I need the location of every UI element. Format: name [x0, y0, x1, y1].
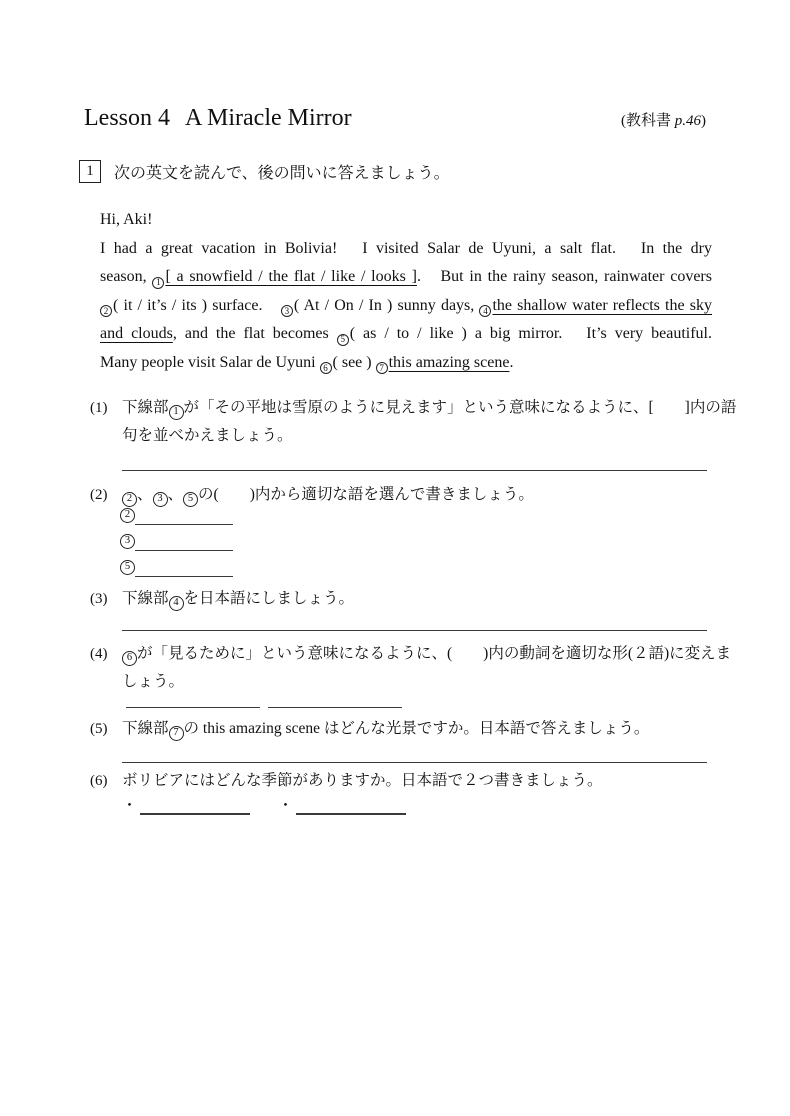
circled-number-6: 6: [320, 362, 332, 374]
question-label: (2): [90, 487, 108, 503]
passage: [100, 206, 712, 377]
text-run: ( it / it’s / its ) surface.: [113, 296, 281, 314]
text-run: 、: [137, 486, 153, 503]
text-run: 句を並べかえましょう。: [122, 427, 293, 444]
circled-number-2: 2: [120, 508, 135, 523]
answer-blank: [296, 795, 406, 815]
answer-line: [122, 630, 707, 631]
textbook-ref-open: (教科書: [621, 113, 675, 129]
answer-blank-row: [126, 688, 402, 708]
passage-line: [100, 349, 712, 378]
question-text-line: [122, 585, 724, 613]
underlined-phrase: this amazing scene: [388, 353, 510, 371]
text-run: season,: [100, 268, 153, 285]
text-run: . But in the rainy season, rainwater covers: [416, 268, 712, 285]
textbook-ref-close: ): [701, 113, 706, 129]
text-run: , and the flat becomes: [172, 325, 337, 342]
circled-number-5: 5: [120, 560, 135, 575]
question-text: [122, 767, 724, 795]
answer-line: [122, 470, 707, 471]
question-6: [84, 767, 724, 795]
text-run: しょう。: [122, 673, 185, 690]
question-label: (6): [90, 773, 108, 789]
page-title: [84, 105, 352, 132]
text-run: I had a great vacation in Bolivia! I visited Salar de Uyuni, a salt flat. In the dry: [100, 239, 712, 257]
question-text-line: [122, 422, 724, 450]
answer-blank: [135, 532, 233, 551]
lesson-title: A Miracle Mirror: [185, 105, 352, 131]
text-run: が「その平地は雪原のように見えます」という意味になるように、[ ]内の語: [183, 399, 737, 416]
underlined-phrase: the shallow water reflects the sky: [492, 296, 712, 314]
question-text: [122, 394, 737, 450]
passage-line: [100, 263, 712, 292]
circled-number-3: 3: [153, 492, 168, 507]
text-run: の( )内から適切な語を選んで書きましょう。: [198, 486, 534, 503]
question-3: [84, 585, 724, 613]
question-label: (3): [90, 591, 108, 607]
question-text-line: [122, 394, 737, 422]
text-run: ボリビアにはどんな季節がありますか。日本語で２つ書きましょう。: [122, 772, 603, 789]
answer-blank-row: [120, 557, 233, 577]
question-text: [122, 585, 724, 613]
circled-number-4: 4: [169, 596, 184, 611]
question-1: [84, 394, 737, 450]
circled-number-2: 2: [122, 492, 137, 507]
bullet-mark: ・: [278, 798, 294, 814]
answer-blank-row: [120, 531, 233, 551]
text-run: ( as / to / like ) a big mirror. It’s very beautiful.: [349, 325, 712, 342]
circled-number-3: 3: [281, 305, 293, 317]
text-run: 下線部: [122, 399, 169, 416]
circled-number-5: 5: [337, 334, 349, 346]
circled-number-5: 5: [183, 492, 198, 507]
text-run: .: [509, 353, 514, 371]
section-number-box: 1: [79, 160, 101, 183]
text-run: の this amazing scene はどんな光景ですか。日本語で答えましょう。: [183, 720, 650, 737]
circled-number-1: 1: [152, 277, 164, 289]
question-label: (5): [90, 721, 108, 737]
answer-blank-row: [122, 795, 406, 815]
section-instruction: 次の英文を読んで、後の問いに答えましょう。: [114, 165, 450, 182]
question-label: (1): [90, 400, 108, 416]
text-run: を日本語にしましょう。: [183, 590, 355, 607]
answer-blank: [135, 558, 233, 577]
lesson-label: Lesson 4: [84, 105, 170, 131]
circled-number-2: 2: [100, 305, 112, 317]
circled-number-6: 6: [122, 651, 137, 666]
circled-number-7: 7: [169, 726, 184, 741]
text-run: 、: [167, 486, 184, 503]
circled-number-3: 3: [120, 534, 135, 549]
answer-blank: [268, 689, 402, 708]
question-text-line: [122, 640, 732, 668]
text-run: 下線部: [122, 720, 169, 737]
answer-blank: [135, 506, 233, 525]
answer-blank: [140, 795, 250, 815]
circled-number-1: 1: [169, 405, 184, 420]
header-row: [84, 105, 706, 132]
bullet-mark: ・: [122, 798, 138, 814]
question-label: (4): [90, 646, 108, 662]
text-run: 下線部: [122, 590, 169, 607]
answer-line: [122, 762, 707, 763]
passage-line: [100, 292, 712, 321]
passage-line: [100, 320, 712, 349]
answer-blank-row: [120, 505, 233, 525]
text-run: ( At / On / In ) sunny days,: [293, 296, 480, 314]
section-header: [79, 160, 450, 183]
textbook-ref: [621, 109, 706, 130]
question-text-line: [122, 767, 724, 795]
text-run: Hi, Aki!: [100, 211, 153, 228]
question-5: [84, 715, 724, 743]
question-text-line: [122, 715, 724, 743]
circled-number-4: 4: [479, 305, 491, 317]
circled-number-7: 7: [376, 362, 388, 374]
answer-blank: [126, 689, 260, 708]
underlined-phrase: [ a snowfield / the flat / like / looks ]: [165, 268, 417, 285]
underlined-phrase: and clouds: [100, 325, 173, 342]
question-text: [122, 715, 724, 743]
text-run: が「見るために」という意味になるように、( )内の動詞を適切な形(２語)に変えま: [137, 645, 732, 662]
passage-line: [100, 206, 712, 235]
text-run: Many people visit Salar de Uyuni: [100, 353, 320, 371]
passage-line: [100, 235, 712, 264]
text-run: ( see ): [332, 353, 376, 371]
textbook-page-number: p.46: [674, 113, 701, 129]
